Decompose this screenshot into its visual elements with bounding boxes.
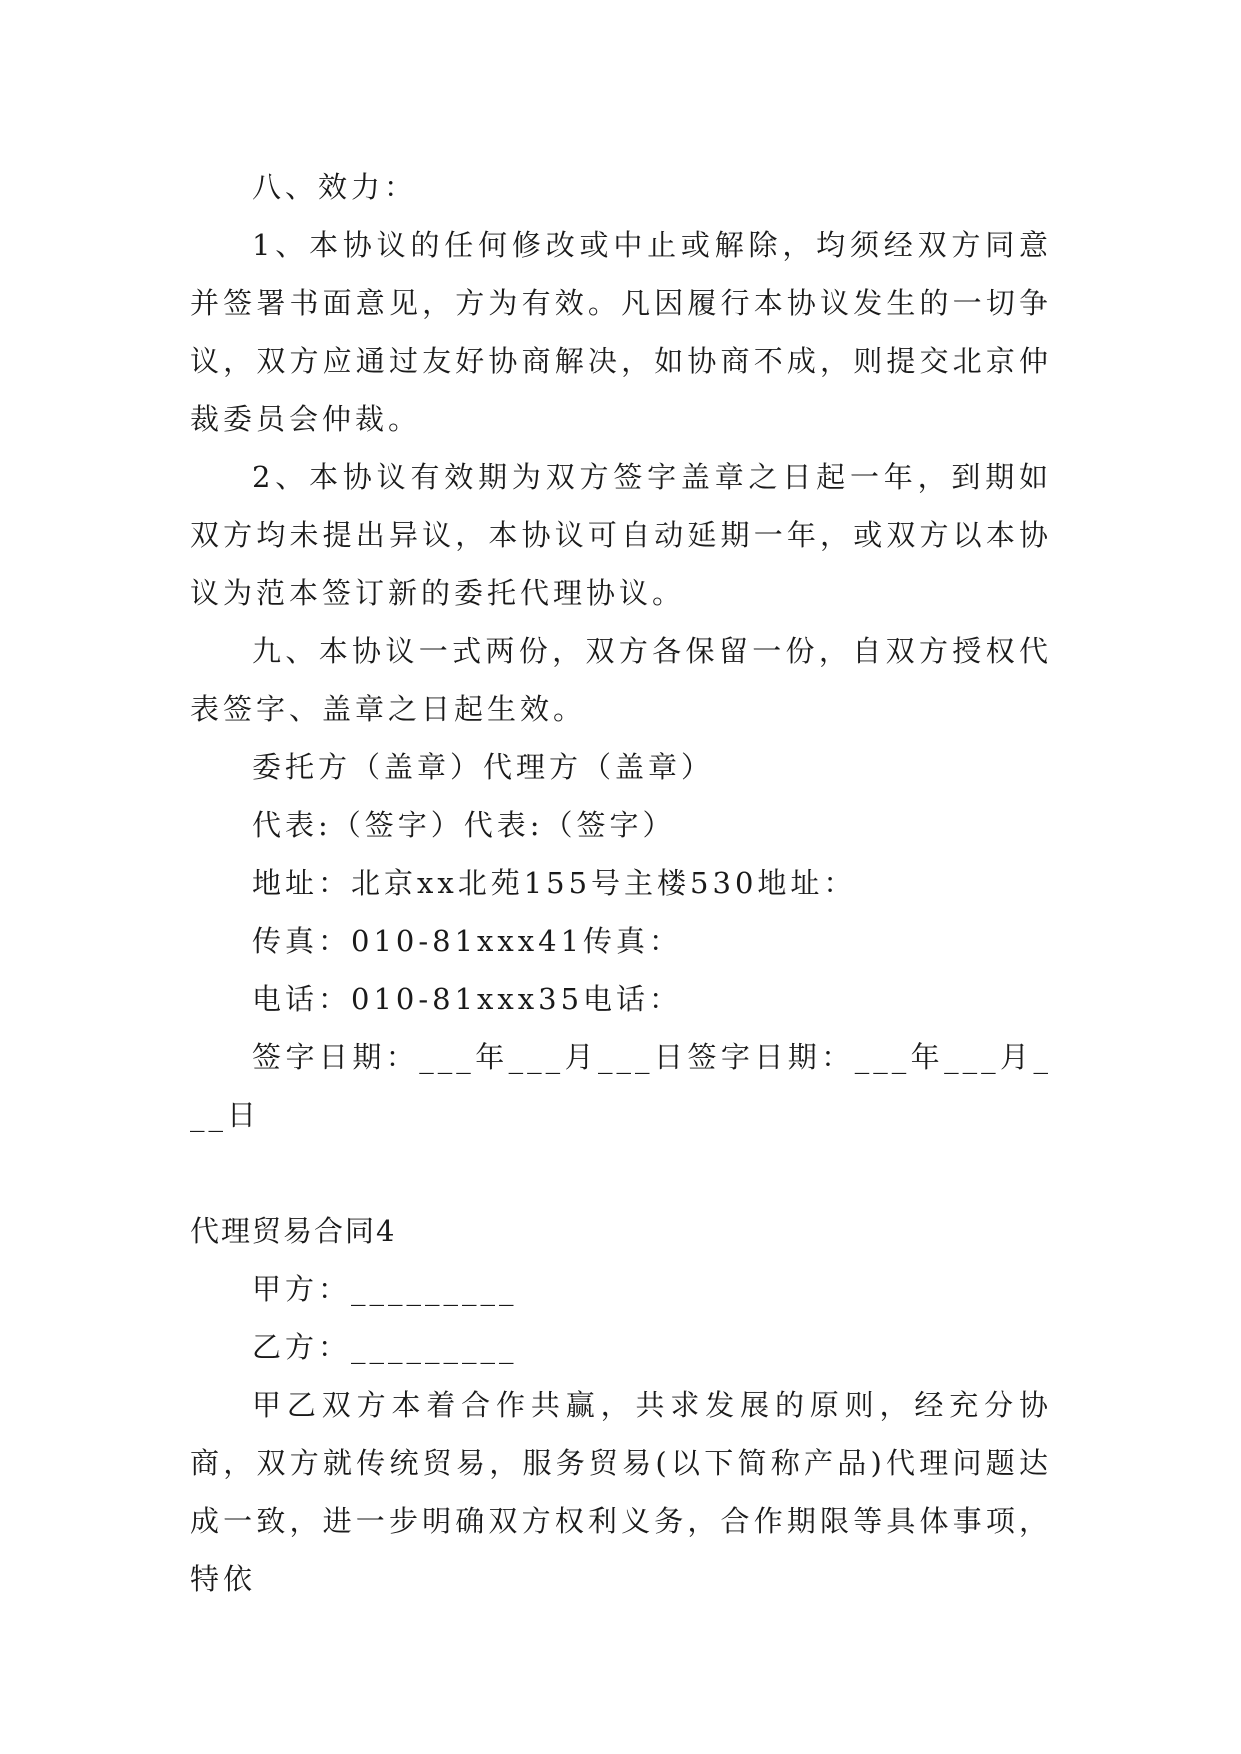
signature-representatives: 代表:（签字）代表:（签字）: [252, 808, 676, 842]
signature-fax: 传真：010-81xxx41传真：: [252, 924, 683, 958]
signature-address: 地址：北京xx北苑155号主楼530地址：: [252, 866, 857, 900]
signature-phone: 电话：010-81xxx35电话：: [252, 982, 683, 1016]
party-a: 甲方：_________: [252, 1272, 518, 1306]
contract-4-title: 代理贸易合同4: [190, 1214, 397, 1248]
party-b: 乙方：_________: [252, 1330, 518, 1364]
contract-4-intro: 甲乙双方本着合作共赢，共求发展的原则，经充分协商，双方就传统贸易，服务贸易(以下简称产品)代理问题达成一致，进一步明确双方权利义务，合作期限等具体事项，特依: [190, 1388, 1052, 1596]
section-9: 九、本协议一式两份，双方各保留一份，自双方授权代表签字、盖章之日起生效。: [190, 634, 1052, 726]
document-page: [190, 158, 1052, 1608]
signature-parties: 委托方（盖章）代理方（盖章）: [252, 750, 715, 784]
section-8-clause-1: 1、本协议的任何修改或中止或解除，均须经双方同意并签署书面意见，方为有效。凡因履行本协议发生的一切争议，双方应通过友好协商解决，如协商不成，则提交北京仲裁委员会仲裁。: [190, 228, 1052, 436]
section-8-clause-2: 2、本协议有效期为双方签字盖章之日起一年，到期如双方均未提出异议，本协议可自动延期一年，或双方以本协议为范本签订新的委托代理协议。: [190, 460, 1052, 610]
section-8-heading: 八、效力：: [252, 170, 418, 204]
signature-date: 签字日期：___年___月___日签字日期：___年___月___日: [190, 1040, 1052, 1132]
